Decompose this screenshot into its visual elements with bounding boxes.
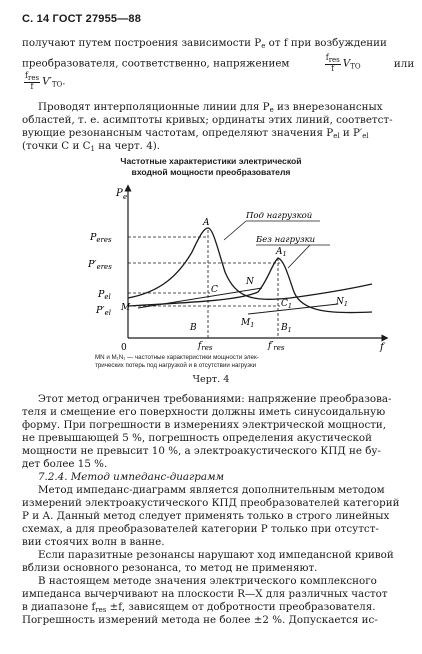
fres-prime-fraction bbox=[24, 72, 40, 91]
body-line-16: импеданса вычерчивают на плоскости R—X для различных частот bbox=[22, 588, 388, 600]
para2-line-2: областей, т. е. асимптоты кривых; ординаты этих линий, соответст- bbox=[22, 114, 393, 126]
intro-line-2-text: преобразователя, соответственно, напряжением bbox=[22, 57, 290, 70]
body-line-15: В настоящем методе значения электрического комплексного bbox=[38, 575, 377, 587]
intro-line-1 bbox=[22, 37, 387, 53]
body-line-2: теля и смещение его поверхности должны иметь синусоидальную bbox=[22, 406, 386, 418]
origin-label: 0 bbox=[121, 343, 127, 352]
loss-line-mn bbox=[138, 288, 262, 308]
chart-caption bbox=[95, 354, 395, 370]
body-line-1: Этот метод ограничен требованиями: напряжение преобразова- bbox=[38, 393, 392, 405]
page-header: С. 14 ГОСТ 27955—88 bbox=[22, 13, 142, 25]
caption-line-2: трических потерь под нагрузкой и в отсутствии нагрузки bbox=[95, 362, 257, 369]
fraction-numerator: fres bbox=[325, 53, 340, 64]
intro-line-1-rest: от f при возбуждении bbox=[265, 37, 387, 49]
frequency-chart bbox=[0, 180, 422, 352]
y-tick-m: M bbox=[121, 303, 131, 313]
body-line-17: в диапазоне fres ±f, зависящем от добротности преобразователя. bbox=[22, 601, 376, 614]
point-b: B bbox=[190, 323, 197, 333]
para2-line-4: (точки C и C1 на черт. 4). bbox=[22, 140, 161, 153]
chart-title-line-2: входной мощности преобразователя bbox=[131, 167, 291, 177]
point-b1: $B_1$ bbox=[281, 323, 292, 334]
para2-line-1: Проводят интерполяционные линии для Pe из внерезонансных bbox=[38, 101, 383, 114]
body-line-5: мощности не превысит 10 %, а электроакустического КПД не бу- bbox=[22, 445, 381, 457]
label-under-load: Под нагрузкой bbox=[246, 211, 313, 221]
x-axis-label: f bbox=[380, 342, 384, 352]
curve-under-load bbox=[128, 228, 372, 299]
body-line-4: не превышающей 5 %, погрешность определения акустической bbox=[22, 432, 372, 444]
intro-line-2: преобразователя, соответственно, напряжением $\frac{\text{fres}}{f}$ VTO или bbox=[22, 53, 415, 73]
fraction-denominator: f bbox=[331, 64, 335, 73]
point-c: C bbox=[211, 285, 218, 295]
body-line-11: схемах, а для преобразователей категории Р только при отсутст- bbox=[22, 523, 379, 535]
leader-under-load bbox=[224, 221, 246, 240]
para2-line-3: вующие резонансным частотам, определяют значения Pel и P′el bbox=[22, 127, 369, 140]
y-axis-label: P bbox=[116, 188, 123, 199]
chart-title bbox=[0, 156, 422, 178]
y-tick-pel-prime: $P'_{el}$ bbox=[96, 305, 111, 317]
section-heading: 7.2.4. Метод импеданс-диаграмм bbox=[38, 471, 225, 483]
body-line-14: вблизи основного резонанса, то метод не применяют. bbox=[22, 562, 318, 574]
point-m1: $M_1$ bbox=[241, 318, 255, 329]
chart-title-line-1: Частотные характеристики электрической bbox=[120, 156, 302, 166]
y-tick-peres: $P_{eres}$ bbox=[90, 232, 112, 244]
body-line-6: дет более 15 %. bbox=[22, 458, 108, 470]
body-line-18: Погрешность измерений метода не более ±2 %. Допускается ис- bbox=[22, 614, 378, 626]
body-line-13: Если паразитные резонансы нарушают ход импедансной кривой bbox=[38, 549, 394, 561]
pe-subscript: e bbox=[261, 42, 266, 50]
point-n: N bbox=[246, 277, 254, 287]
body-line-10: Р и А. Данный метод следует применять только в строго линейных bbox=[22, 510, 390, 522]
svg-text:e: e bbox=[123, 193, 128, 201]
body-line-9: измерений электроакустического КПД преобразователей категорий bbox=[22, 497, 400, 509]
vto-symbol: V bbox=[342, 57, 351, 70]
or-word: или bbox=[393, 57, 415, 70]
intro-line-3: $\frac{\text{fres}}{f}$ V′TO. bbox=[25, 71, 66, 91]
intro-line-1-text: получают путем построения зависимости P bbox=[22, 37, 262, 49]
vto-prime-symbol: V′ bbox=[42, 75, 52, 88]
leader-without-load bbox=[288, 245, 310, 268]
x-tick-fres: $f_{res}$ bbox=[198, 341, 213, 352]
figure-label: Черт. 4 bbox=[192, 374, 230, 385]
fraction-numerator: fres bbox=[25, 71, 40, 82]
body-line-3: форму. При погрешности в измерениях электрической мощности, bbox=[22, 419, 387, 431]
body-line-12: вии стоячих волн в ванне. bbox=[22, 536, 165, 548]
x-tick-fres-prime: $f'_{res}$ bbox=[268, 341, 285, 352]
body-line-8: Метод импеданс-диаграмм является дополнительным методом bbox=[38, 484, 385, 496]
y-tick-peres-prime: $P'_{eres}$ bbox=[88, 259, 112, 271]
point-c1: $C_1$ bbox=[281, 299, 293, 310]
y-tick-pel: $P_{el}$ bbox=[98, 289, 111, 301]
point-n1: $N_1$ bbox=[336, 297, 349, 308]
loss-line-m1n1 bbox=[248, 304, 338, 314]
point-a: A bbox=[203, 218, 210, 228]
caption-line-1: MN и M₁N₁ — частотные характеристики мощности элек- bbox=[95, 354, 259, 361]
fraction-denominator: f bbox=[30, 82, 34, 91]
fres-fraction bbox=[325, 54, 341, 73]
point-a1: $A_1$ bbox=[276, 247, 287, 258]
label-without-load: Без нагрузки bbox=[256, 235, 316, 245]
